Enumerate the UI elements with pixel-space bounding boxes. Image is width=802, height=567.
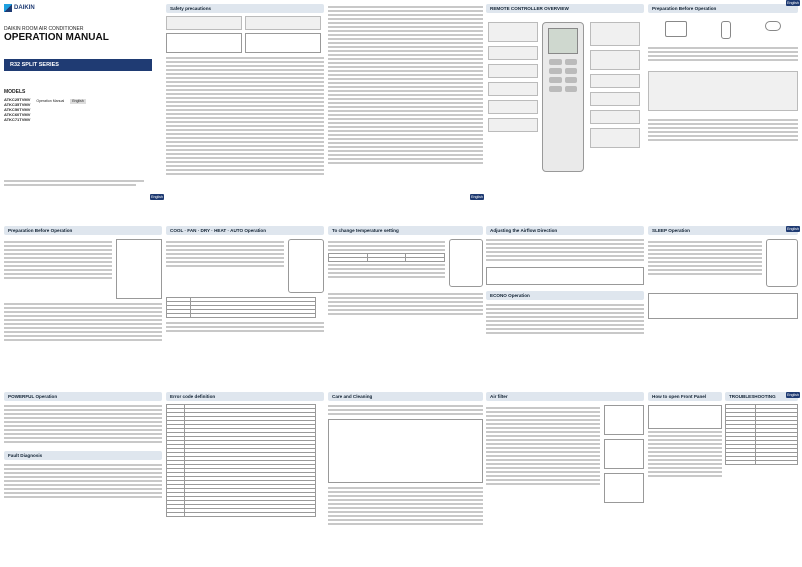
remote-mode-illustration <box>288 239 324 293</box>
troubleshooting-heading: TROUBLESHOOTING <box>725 392 798 401</box>
airflow-heading: Adjusting the Airflow Direction <box>486 226 644 235</box>
warning-box <box>166 16 242 30</box>
prep-panel-2 <box>4 226 162 376</box>
cover-panel <box>4 4 155 204</box>
language-tag: English <box>787 227 799 231</box>
models-label: MODELS <box>4 89 26 95</box>
model-item: ATKC35TVMV <box>4 102 31 107</box>
model-list <box>4 97 30 122</box>
powerful-heading: POWERFUL Operation <box>4 392 162 401</box>
language-tag: English <box>471 195 483 199</box>
safety-panel <box>166 4 324 204</box>
safety-heading: Safety precautions <box>166 4 324 13</box>
filter-illustration <box>604 439 644 469</box>
daikin-logo-icon <box>4 4 12 12</box>
remote-controller-illustration <box>542 22 584 172</box>
remote-button <box>565 86 578 92</box>
sleep-panel <box>648 226 798 376</box>
error-code-panel <box>166 392 324 563</box>
front-panel-heading: How to open Front Panel <box>648 392 722 401</box>
modes-panel <box>166 226 324 376</box>
battery-icon <box>765 21 781 31</box>
sleep-heading: SLEEP Operation <box>648 226 798 235</box>
language-tag: English <box>787 1 799 5</box>
brand-name: DAIKIN <box>14 5 35 11</box>
remote-sleep-illustration <box>766 239 798 287</box>
error-code-table <box>166 404 316 517</box>
mode-table <box>166 297 316 318</box>
caution-box <box>245 16 321 30</box>
powerful-panel <box>4 392 162 563</box>
remote-holder-icon <box>665 21 687 37</box>
remote-button <box>549 59 562 65</box>
series-banner: R32 SPLIT SERIES <box>4 59 152 71</box>
model-item: ATKC60TVMV <box>4 112 31 117</box>
remote-overview-heading: REMOTE CONTROLLER OVERVIEW <box>486 4 644 13</box>
front-panel-illustration <box>648 405 722 429</box>
unit-illustration <box>328 419 483 483</box>
cover-notes <box>4 180 155 186</box>
model-item: ATKC25TVMV <box>4 97 31 102</box>
language-label: English <box>72 99 84 103</box>
remote-button <box>549 77 562 83</box>
safety-continued-panel <box>328 4 483 204</box>
remote-button <box>549 86 562 92</box>
model-item: ATKC71TVMV <box>4 117 31 122</box>
remote-display <box>548 28 578 54</box>
remote-button <box>565 68 578 74</box>
left-callouts <box>488 22 538 132</box>
temp-panel <box>328 226 483 376</box>
right-callouts <box>590 22 640 148</box>
accessory-illustrations <box>648 21 798 39</box>
prep-heading-2: Preparation Before Operation <box>4 226 162 235</box>
remote-button <box>549 68 562 74</box>
prep-panel-top <box>648 4 798 204</box>
language-tag: English <box>151 195 163 199</box>
caution-legend <box>245 33 321 53</box>
filter-illustration <box>604 473 644 503</box>
filter-illustration <box>604 405 644 435</box>
error-codes-heading: Error code definition <box>166 392 324 401</box>
care-heading: Care and Cleaning <box>328 392 483 401</box>
manual-label: Operation Manual <box>36 99 65 103</box>
cover-title-line1: DAIKIN ROOM AIR CONDITIONER <box>4 26 84 32</box>
airflow-panel <box>486 226 644 376</box>
remote-icon <box>721 21 731 39</box>
prep-heading-top: Preparation Before Operation <box>648 4 798 13</box>
sleep-curve-graph <box>648 293 798 319</box>
battery-note-box <box>648 71 798 111</box>
temp-range-table <box>328 253 445 262</box>
language-tag: English <box>787 393 799 397</box>
fault-heading: Fault Diagnosis <box>4 451 162 460</box>
cover-title: OPERATION MANUAL <box>4 32 109 43</box>
care-panel <box>328 392 483 563</box>
airflow-illustration <box>486 267 644 285</box>
econo-heading: ECONO Operation <box>486 291 644 300</box>
remote-overview-panel <box>486 4 644 204</box>
air-filter-panel <box>486 392 644 563</box>
model-item: ATKC50TVMV <box>4 107 31 112</box>
remote-button <box>565 77 578 83</box>
air-filter-heading: Air filter <box>486 392 644 401</box>
battery-insert-illustration <box>116 239 162 299</box>
daikin-logo <box>4 4 155 12</box>
modes-heading: COOL · FAN · DRY · HEAT · AUTO Operation <box>166 226 324 235</box>
front-panel-panel <box>648 392 798 563</box>
temp-heading: To change temperature setting <box>328 226 483 235</box>
remote-temp-illustration <box>449 239 483 287</box>
remote-button <box>565 59 578 65</box>
warning-legend <box>166 33 242 53</box>
troubleshooting-table <box>725 404 798 465</box>
